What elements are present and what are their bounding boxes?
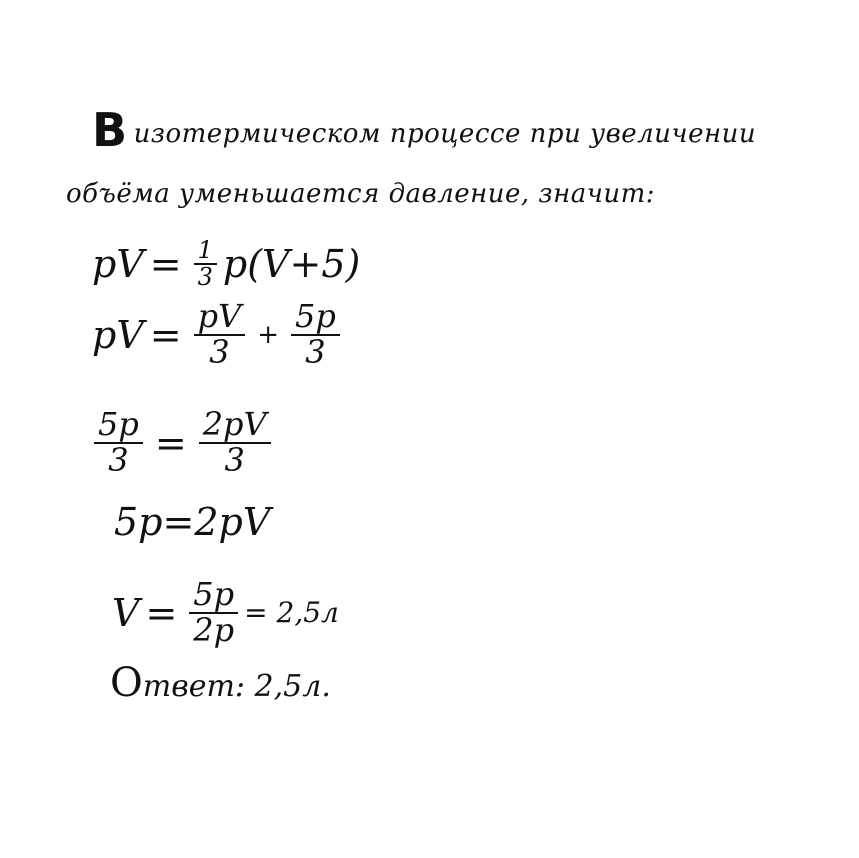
eq2-fraction-2-numerator: 5p [291, 300, 340, 336]
equation-5 [112, 575, 339, 649]
drop-cap: В [92, 103, 128, 157]
eq2-equals: = [149, 312, 182, 357]
eq5-lhs: V [112, 590, 140, 635]
eq3-fraction-1-denominator: 3 [108, 440, 129, 479]
eq1-fraction-numerator: 1 [194, 238, 217, 265]
eq2-lhs: pV [92, 312, 144, 357]
eq5-fraction [189, 575, 238, 649]
equation-2 [92, 297, 346, 371]
eq5-result: = 2,5л [244, 596, 339, 630]
eq3-fraction-2-denominator: 3 [224, 440, 245, 479]
eq2-fraction-1-numerator: pV [194, 300, 246, 336]
answer-text: твет: 2,5л. [142, 669, 331, 704]
eq2-fraction-1-denominator: 3 [209, 332, 230, 371]
answer-cap: О [110, 660, 143, 706]
eq1-rhs: p(V+5) [222, 242, 361, 287]
eq1-fraction [194, 238, 217, 290]
eq5-fraction-denominator: 2p [193, 610, 235, 649]
eq2-fraction-2 [291, 297, 340, 371]
eq1-lhs: pV [92, 242, 144, 287]
intro-paragraph [66, 100, 786, 224]
eq3-fraction-1 [94, 405, 143, 479]
eq4-text: 5p=2pV [114, 500, 271, 544]
equation-4 [114, 500, 270, 544]
eq2-fraction-1 [194, 297, 246, 371]
eq2-fraction-2-denominator: 3 [305, 332, 326, 371]
eq1-equals: = [149, 242, 182, 287]
intro-line-1 [66, 100, 786, 164]
equation-3 [88, 405, 277, 479]
intro-line-2: объёма уменьшается давление, значит: [66, 179, 656, 209]
eq3-equals: = [154, 420, 187, 465]
intro-line-1-text: изотермическом процессе при увеличении [133, 119, 757, 149]
eq3-fraction-2-numerator: 2pV [199, 408, 271, 444]
answer-line [110, 660, 331, 706]
eq3-fraction-1-numerator: 5p [94, 408, 143, 444]
eq5-equals: = [145, 590, 178, 635]
eq2-plus: + [257, 319, 280, 350]
eq1-fraction-denominator: 3 [197, 263, 213, 292]
eq3-fraction-2 [199, 405, 271, 479]
eq5-fraction-numerator: 5p [189, 578, 238, 614]
equation-1 [92, 238, 360, 290]
